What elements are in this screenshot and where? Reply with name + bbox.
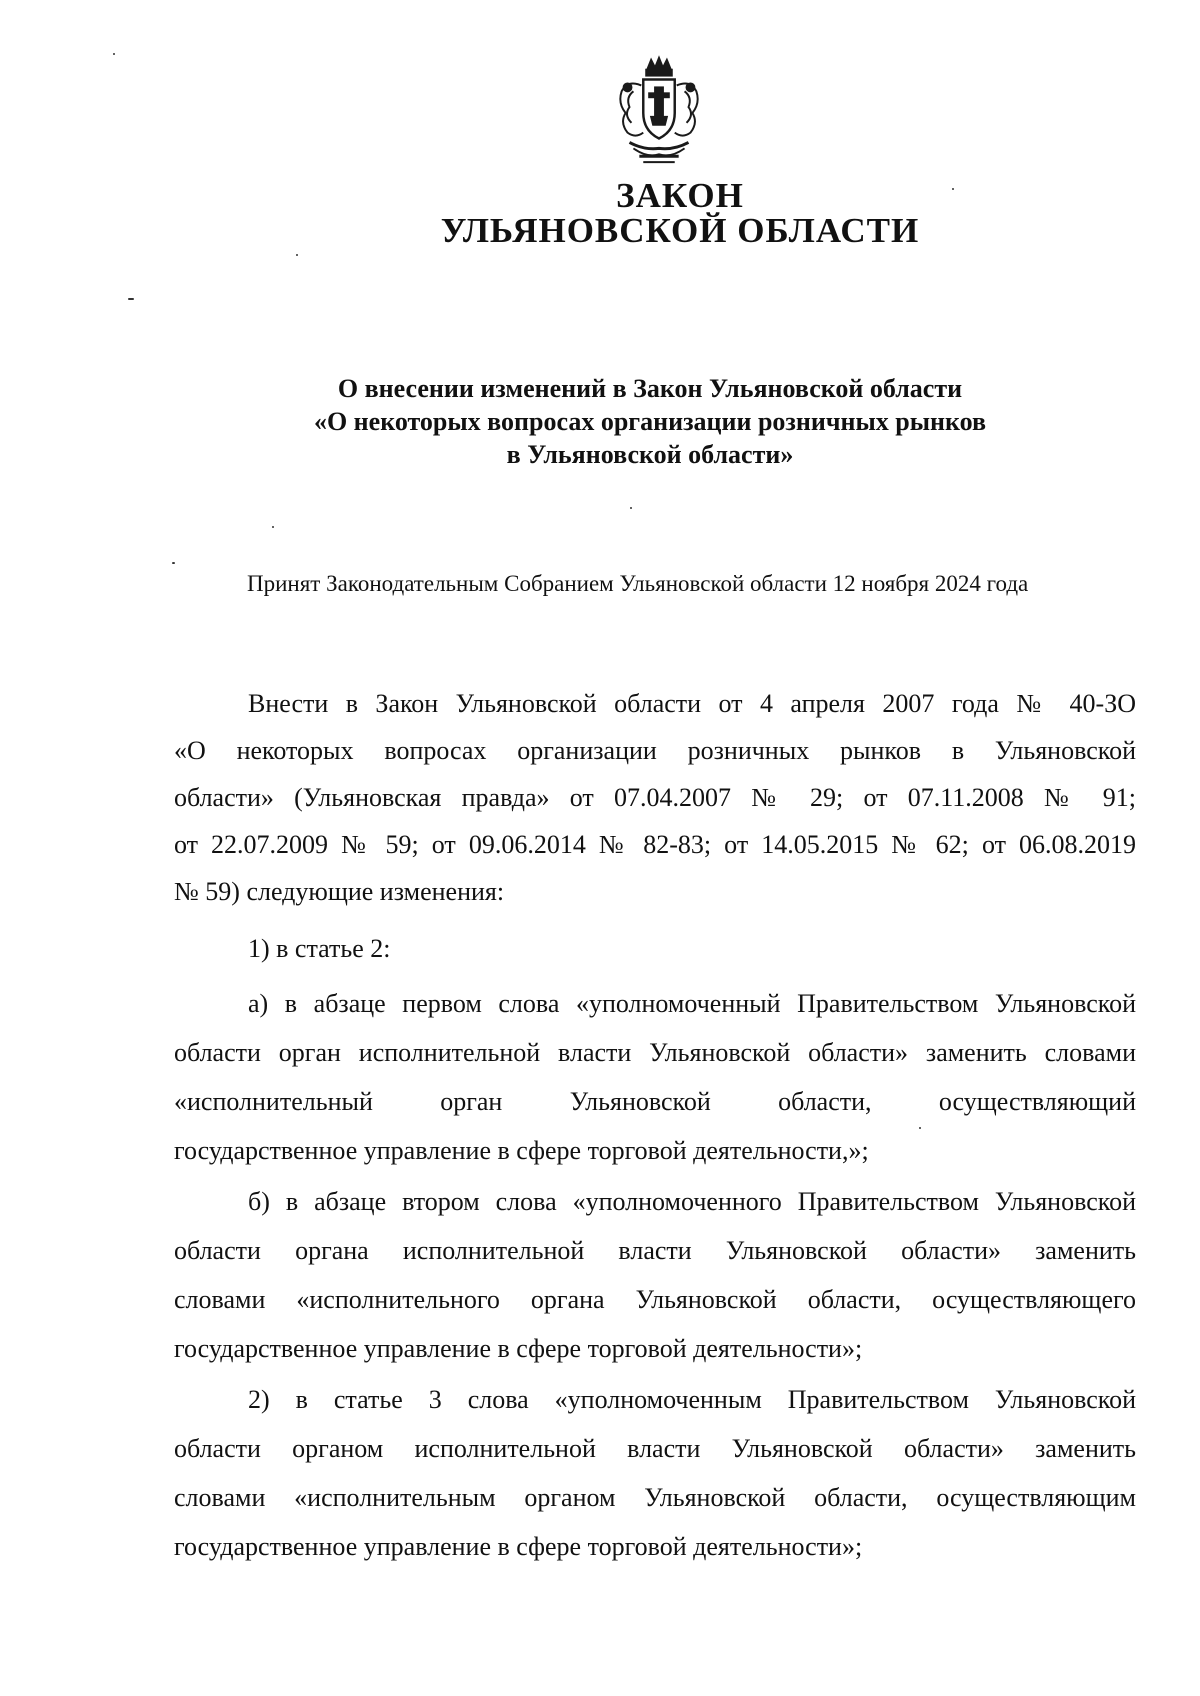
body-line: словами «исполнительным органом Ульяновской области, осуществляющим <box>174 1483 1136 1512</box>
body-line: № 59) следующие изменения: <box>174 877 505 906</box>
scan-speck <box>630 507 632 509</box>
law-title-line2: УЛЬЯНОВСКОЙ ОБЛАСТИ <box>440 211 920 250</box>
subject-line1: О внесении изменений в Закон Ульяновской области <box>337 374 963 403</box>
scan-speck <box>296 254 298 256</box>
body-line: области» (Ульяновская правда» от 07.04.2007 № 29; от 07.11.2008 № 91; <box>174 783 1136 812</box>
body-line: «О некоторых вопросах организации розничных рынков в Ульяновской <box>174 736 1136 765</box>
scan-speck <box>272 526 274 528</box>
scan-speck <box>952 188 954 190</box>
subject-line3: в Ульяновской области» <box>506 440 794 469</box>
coat-of-arms-emblem <box>600 52 718 170</box>
list-item-1: 1) в статье 2: <box>248 934 391 963</box>
body-line: области органом исполнительной власти Ульяновской области» заменить <box>174 1434 1136 1463</box>
body-line: области органа исполнительной власти Ульяновской области» заменить <box>174 1236 1136 1265</box>
body-line: государственное управление в сфере торговой деятельности»; <box>174 1334 863 1363</box>
body-line: «исполнительный орган Ульяновской области, осуществляющий <box>174 1087 1136 1116</box>
law-title-line1: ЗАКОН <box>616 176 744 215</box>
subject-line2: «О некоторых вопросах организации розничных рынков <box>313 407 987 436</box>
body-line: Внести в Закон Ульяновской области от 4 апреля 2007 года № 40-ЗО <box>248 689 1136 718</box>
body-line: государственное управление в сфере торговой деятельности»; <box>174 1532 863 1561</box>
body-line: б) в абзаце втором слова «уполномоченного Правительством Ульяновской <box>248 1187 1136 1216</box>
body-line: от 22.07.2009 № 59; от 09.06.2014 № 82-83; от 14.05.2015 № 62; от 06.08.2019 <box>174 830 1136 859</box>
adoption-note: Принят Законодательным Собранием Ульяновской области 12 ноября 2024 года <box>247 571 1029 596</box>
body-line: области орган исполнительной власти Ульяновской области» заменить словами <box>174 1038 1136 1067</box>
body-line: 2) в статье 3 слова «уполномоченным Правительством Ульяновской <box>248 1385 1136 1414</box>
body-line: словами «исполнительного органа Ульяновской области, осуществляющего <box>174 1285 1136 1314</box>
body-line: а) в абзаце первом слова «уполномоченный Правительством Ульяновской <box>248 989 1136 1018</box>
body-line: государственное управление в сфере торговой деятельности,»; <box>174 1136 869 1165</box>
scan-speck <box>919 1127 921 1129</box>
scan-speck <box>128 298 134 300</box>
scan-speck <box>172 562 175 564</box>
scan-speck <box>113 53 115 55</box>
